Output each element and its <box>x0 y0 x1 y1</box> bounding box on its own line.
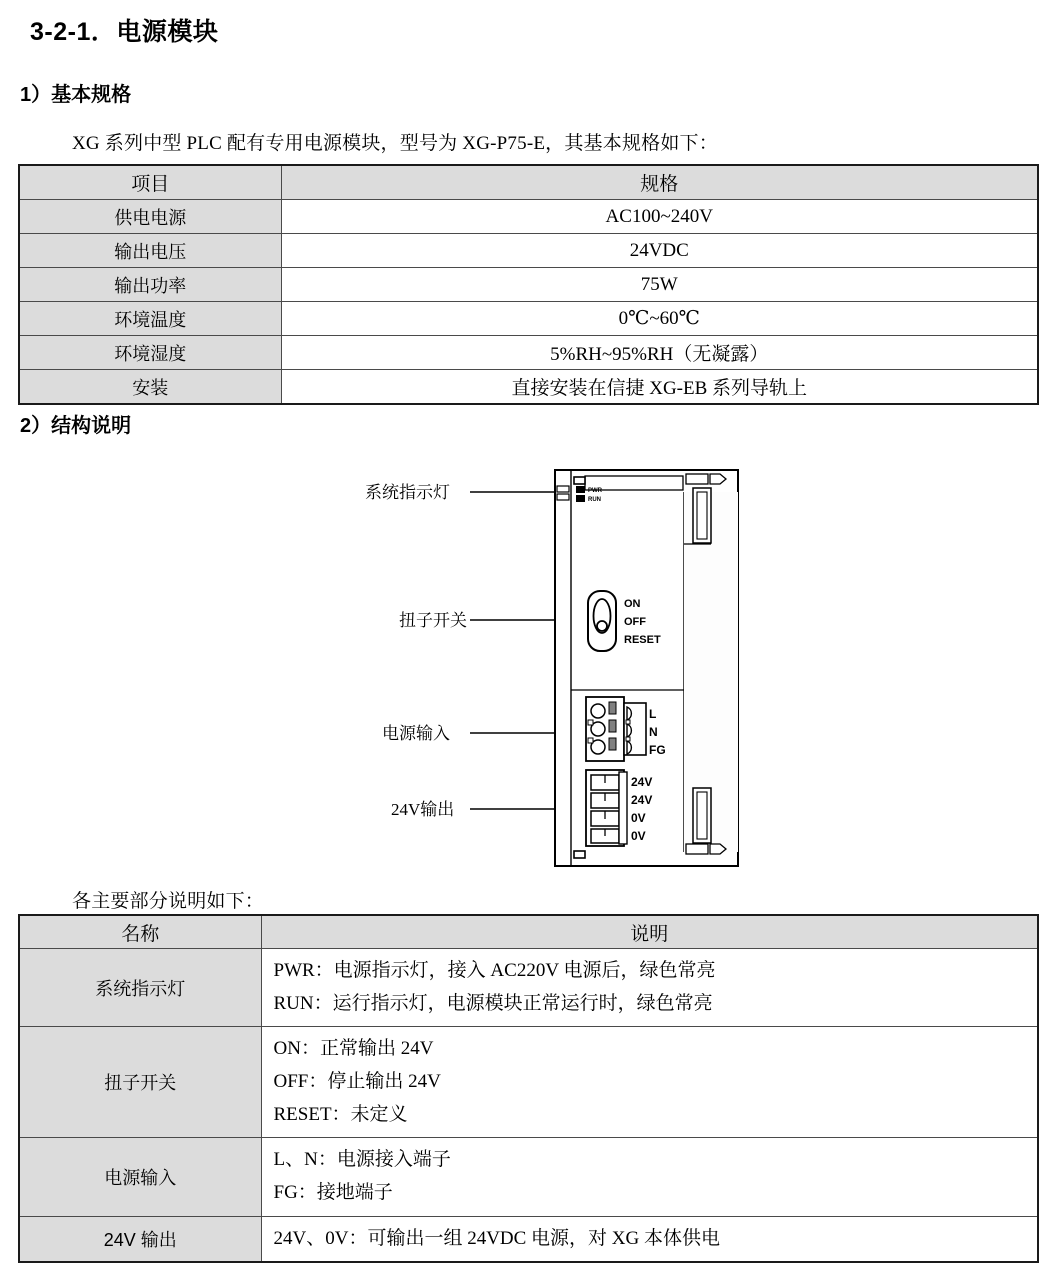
led-label-run: RUN <box>588 497 601 503</box>
row-name: 24V 输出 <box>19 1216 261 1262</box>
output-label-0v-1: 0V <box>631 811 646 825</box>
terminal-label-fg: FG <box>649 743 666 757</box>
table-header-row <box>19 165 1038 200</box>
power-module-diagram <box>355 462 755 882</box>
row-name: 系统指示灯 <box>19 949 261 1027</box>
row-value: 24VDC <box>281 234 1038 268</box>
row-value: 75W <box>281 268 1038 302</box>
callout-label-power-input: 电源输入 <box>382 724 450 743</box>
description-line: RUN：运行指示灯，电源模块正常运行时，绿色常亮 <box>273 992 713 1014</box>
row-name: 安装 <box>19 370 281 405</box>
led-label-pwr: PWR <box>588 488 602 494</box>
switch-label-on: ON <box>624 598 641 610</box>
heading-structure: 2）结构说明 <box>20 415 132 437</box>
row-name: 扭子开关 <box>19 1027 261 1138</box>
row-description <box>261 1216 1038 1262</box>
table-header-row <box>19 915 1038 949</box>
switch-label-reset: RESET <box>624 634 661 646</box>
table-row <box>19 1138 1038 1216</box>
callout-label-24v-output: 24V输出 <box>391 800 455 819</box>
description-line: FG：接地端子 <box>273 1182 393 1204</box>
row-name: 环境温度 <box>19 302 281 336</box>
output-label-0v-2: 0V <box>631 829 646 843</box>
description-line: ON：正常输出 24V <box>273 1038 434 1060</box>
row-value: 0℃~60℃ <box>281 302 1038 336</box>
row-description <box>261 1027 1038 1138</box>
heading-basic-spec: 1）基本规格 <box>20 84 132 106</box>
device-illustration <box>555 470 738 866</box>
description-line: PWR：电源指示灯，接入 AC220V 电源后，绿色常亮 <box>273 960 716 981</box>
table-row <box>19 234 1038 268</box>
output-label-24v-1: 24V <box>631 775 653 789</box>
header-cell-item: 项目 <box>19 165 281 200</box>
header-cell-name: 名称 <box>19 915 261 949</box>
output-label-24v-2: 24V <box>631 793 653 807</box>
row-description <box>261 949 1038 1027</box>
table-row <box>19 268 1038 302</box>
row-name: 供电电源 <box>19 200 281 234</box>
header-cell-spec: 规格 <box>281 165 1038 200</box>
description-line: OFF：停止输出 24V <box>273 1071 441 1093</box>
table-row <box>19 336 1038 370</box>
row-name: 环境湿度 <box>19 336 281 370</box>
mid-paragraph: 各主要部分说明如下： <box>72 891 265 912</box>
row-name: 输出功率 <box>19 268 281 302</box>
switch-label-off: OFF <box>624 616 646 628</box>
callout-label-system-led: 系统指示灯 <box>365 483 450 502</box>
row-description <box>261 1138 1038 1216</box>
structure-description-table <box>18 914 1039 1263</box>
row-value: AC100~240V <box>281 200 1038 234</box>
table-row <box>19 302 1038 336</box>
header-cell-description: 说明 <box>261 915 1038 949</box>
table-row <box>19 200 1038 234</box>
terminal-label-l: L <box>649 707 657 721</box>
callout-label-toggle-switch: 扭子开关 <box>399 611 467 630</box>
basic-spec-table <box>18 164 1039 405</box>
table-row <box>19 1216 1038 1262</box>
page-title: 3-2-1．电源模块 <box>30 18 219 46</box>
description-line: 24V、0V：可输出一组 24VDC 电源，对 XG 本体供电 <box>273 1227 721 1249</box>
terminal-label-n: N <box>649 725 658 739</box>
intro-paragraph: XG 系列中型 PLC 配有专用电源模块，型号为 XG-P75-E，其基本规格如下： <box>72 133 718 154</box>
row-value: 5%RH~95%RH（无凝露） <box>281 336 1038 370</box>
power-input-terminal-group <box>586 697 666 761</box>
row-name: 电源输入 <box>19 1138 261 1216</box>
table-row <box>19 370 1038 405</box>
table-row <box>19 1027 1038 1138</box>
row-name: 输出电压 <box>19 234 281 268</box>
row-value: 直接安装在信捷 XG-EB 系列导轨上 <box>281 370 1038 405</box>
description-line: L、N：电源接入端子 <box>273 1149 451 1171</box>
description-line: RESET：未定义 <box>273 1103 408 1125</box>
table-row <box>19 949 1038 1027</box>
